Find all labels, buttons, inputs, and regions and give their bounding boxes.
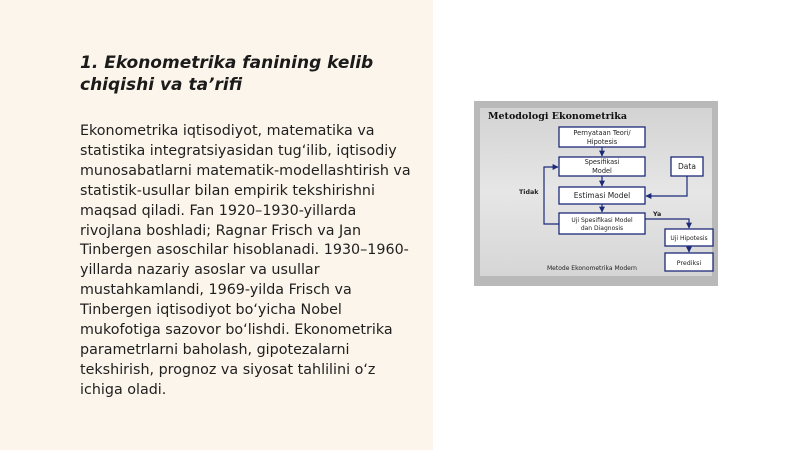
- methodology-diagram-svg: [474, 101, 718, 286]
- methodology-diagram: [474, 101, 718, 286]
- box-estimation-label: Estimasi Model: [573, 191, 631, 200]
- box-spec-line1: Spesifikasi: [584, 158, 620, 166]
- box-hypothesis-label: Uji Hipotesis: [670, 235, 708, 242]
- box-diagnosis-line1: Uji Spesifikasi Model: [571, 217, 633, 224]
- box-prediction-label: Prediksi: [676, 260, 702, 267]
- box-theory-line2: Hipotesis: [586, 138, 618, 146]
- box-spec-line2: Model: [592, 167, 612, 175]
- slide-title: 1. Ekonometrika fanining kelib chiqishi va ta’rifi: [80, 53, 374, 95]
- box-theory-line1: Pernyataan Teori/: [573, 129, 631, 137]
- label-yes: Ya: [653, 211, 662, 218]
- box-data-label: Data: [678, 162, 696, 171]
- diagram-title: Metodologi Ekonometrika: [488, 111, 628, 122]
- label-no: Tidak: [519, 189, 539, 196]
- box-diagnosis-line2: dan Diagnosis: [580, 225, 624, 232]
- diagram-caption: Metode Ekonometrika Modern: [547, 265, 637, 272]
- slide-body-text: Ekonometrika iqtisodiyot, matematika va statistika integratsiyasidan tug‘ilib, iqtisodiy munosabatlarni matematik-modellashtirish va statistik-usullar bilan empirik tekshirishni maqsad qiladi. Fan 1920–1930-yillarda rivojlana boshladi; Ragnar Frisch va Jan Tinbergen asoschilar hisoblanadi. 1930–1960-yillarda nazariy asoslar va usullar mustahkamlandi, 1969-yilda Frisch va Tinbergen iqtisodiyot bo‘yicha Nobel mukofotiga sazovor bo‘lishdi. Ekonometrika parametrlarni baholash, gipotezalarni tekshirish, prognoz va siyosat tahlilini o‘z ichiga oladi.: [80, 123, 411, 398]
